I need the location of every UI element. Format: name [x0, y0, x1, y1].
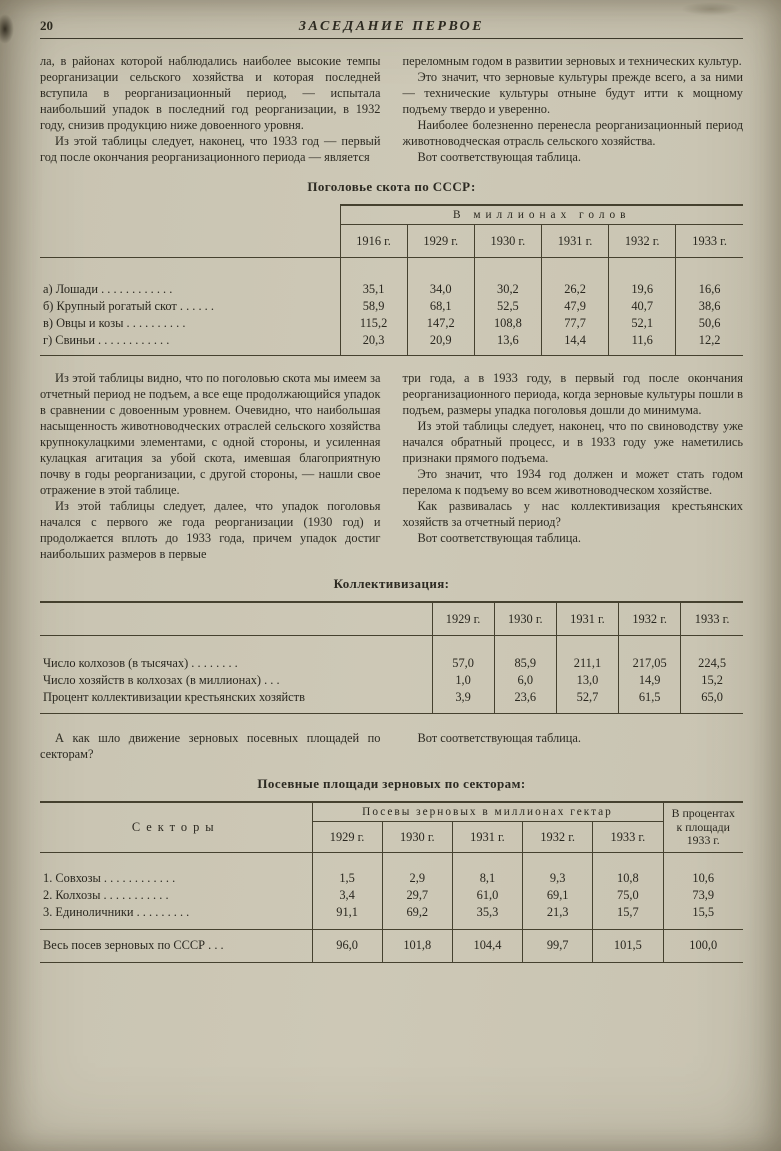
paragraph: ла, в районах которой наблюдались наиболее высокие темпы реорганизации сельского хозяйства и которая последней вступила в реорганизационный период, — испытала наибольший упадок в последний год реорганизации, в 1932 году, снизив продукцию ниже довоенного уровня.: [40, 54, 381, 132]
header-rule: [40, 38, 743, 39]
cell: 10,6: [663, 853, 743, 888]
right-column: [403, 730, 744, 762]
cell: 15,5: [663, 904, 743, 930]
paragraph: три года, а в 1933 году, в первый год после окончания реорганизационного периода, когда зерновые культуры пошли в подъем, размеры упадка поголовья дошли до минимума.: [402, 371, 743, 417]
column-header: 1933 г.: [681, 602, 743, 636]
cell: 30,2: [474, 258, 541, 299]
cell: 2,9: [382, 853, 452, 888]
stub-header: Секторы: [40, 802, 312, 853]
text-block-1: [40, 53, 743, 165]
table-header-row: [40, 802, 743, 822]
cell: 21,3: [523, 904, 593, 930]
column-header: 1930 г.: [474, 225, 541, 258]
cell: 69,2: [382, 904, 452, 930]
paragraph: Это значит, что 1934 год должен и может стать годом перелома к подъему во всем животноводческом хозяйстве.: [402, 467, 743, 497]
cell: 50,6: [676, 315, 743, 332]
table-row: [40, 332, 743, 356]
cell: 20,3: [340, 332, 407, 356]
cell: 217,05: [619, 636, 681, 673]
row-label: б) Крупный рогатый скот . . . . . .: [43, 299, 214, 313]
cell: 77,7: [541, 315, 608, 332]
column-header: 1932 г.: [523, 822, 593, 853]
cell: 147,2: [407, 315, 474, 332]
paragraph: переломным годом в развитии зерновых и технических культур.: [402, 54, 742, 68]
table-row: [40, 258, 743, 299]
page-number: 20: [40, 18, 53, 33]
cell: 52,7: [556, 689, 618, 714]
cell: 47,9: [541, 298, 608, 315]
collectivization-table: [40, 601, 743, 714]
column-header: 1933 г.: [593, 822, 663, 853]
table1-title: Поголовье скота по СССР:: [307, 179, 476, 194]
cell: 1,0: [432, 672, 494, 689]
column-header: 1931 г.: [556, 602, 618, 636]
cell: 52,5: [474, 298, 541, 315]
text-block-2: [40, 370, 743, 562]
cell: 40,7: [609, 298, 676, 315]
column-header: 1930 г.: [494, 602, 556, 636]
right-column: [403, 370, 744, 562]
cell: 8,1: [452, 853, 522, 888]
cell: 115,2: [340, 315, 407, 332]
cell: 35,1: [340, 258, 407, 299]
cell: 13,0: [556, 672, 618, 689]
cell: 100,0: [663, 930, 743, 963]
cell: 101,5: [593, 930, 663, 963]
paragraph: Вот соответствующая таблица.: [417, 731, 582, 745]
left-column: [40, 53, 381, 165]
text-block-3: [40, 730, 743, 762]
cell: 14,4: [541, 332, 608, 356]
cell: 35,3: [452, 904, 522, 930]
livestock-table: [40, 204, 743, 356]
cell: 73,9: [663, 887, 743, 904]
left-column: [40, 730, 381, 762]
column-header: 1929 г.: [312, 822, 382, 853]
cell: 3,4: [312, 887, 382, 904]
percent-header: В процентах к площади 1933 г.: [663, 802, 743, 853]
table-row: [40, 672, 743, 689]
row-label: 2. Колхозы . . . . . . . . . . .: [43, 888, 169, 902]
cell: 1,5: [312, 853, 382, 888]
cell: 104,4: [452, 930, 522, 963]
cell: 96,0: [312, 930, 382, 963]
row-label: 1. Совхозы . . . . . . . . . . . .: [43, 871, 176, 885]
cell: 34,0: [407, 258, 474, 299]
empty-stub-header: [40, 205, 340, 258]
cell: 58,9: [340, 298, 407, 315]
cell: 29,7: [382, 887, 452, 904]
column-header: 1929 г.: [407, 225, 474, 258]
left-column: [40, 370, 381, 562]
row-label: Число колхозов (в тысячах) . . . . . . . .: [43, 656, 238, 670]
cell: 14,9: [619, 672, 681, 689]
cell: 15,2: [681, 672, 743, 689]
table-row: [40, 315, 743, 332]
right-column: [403, 53, 744, 165]
column-header: 1916 г.: [340, 225, 407, 258]
column-header: 1932 г.: [609, 225, 676, 258]
paragraph: Из этой таблицы следует, наконец, что по свиноводству уже начался обратный процесс, и в 1933 году уже наметились признаки прямого подъема.: [402, 419, 743, 465]
cell: 15,7: [593, 904, 663, 930]
group-header: В миллионах голов: [340, 205, 743, 225]
cell: 10,8: [593, 853, 663, 888]
cell: 11,6: [609, 332, 676, 356]
cell: 23,6: [494, 689, 556, 714]
empty-stub-header: [40, 602, 432, 636]
paragraph: Вот соответствующая таблица.: [417, 531, 582, 545]
sown-areas-table: [40, 801, 743, 963]
cell: 101,8: [382, 930, 452, 963]
row-label: в) Овцы и козы . . . . . . . . . .: [43, 316, 186, 330]
cell: 75,0: [593, 887, 663, 904]
cell: 91,1: [312, 904, 382, 930]
group-header: Посевы зерновых в миллионах гектар: [312, 802, 663, 822]
cell: 69,1: [523, 887, 593, 904]
cell: 211,1: [556, 636, 618, 673]
column-header: 1932 г.: [619, 602, 681, 636]
column-header: 1931 г.: [541, 225, 608, 258]
column-header: 1930 г.: [382, 822, 452, 853]
cell: 26,2: [541, 258, 608, 299]
paragraph: Как развивалась у нас коллективизация крестьянских хозяйств за отчетный период?: [402, 499, 743, 529]
table3-title: Посевные площади зерновых по секторам:: [257, 776, 526, 791]
cell: 3,9: [432, 689, 494, 714]
running-header: [40, 18, 743, 35]
cell: 13,6: [474, 332, 541, 356]
cell: 16,6: [676, 258, 743, 299]
cell: 68,1: [407, 298, 474, 315]
paragraph: Это значит, что зерновые культуры прежде всего, а за ними — технические культуры отныне будут итти к мощному подъему твердо и уверенно.: [402, 70, 743, 116]
paragraph: Вот соответствующая таблица.: [417, 150, 582, 164]
table-row: [40, 887, 743, 904]
row-label: Число хозяйств в колхозах (в миллионах) . . .: [43, 673, 280, 687]
cell: 99,7: [523, 930, 593, 963]
cell: 61,5: [619, 689, 681, 714]
cell: 52,1: [609, 315, 676, 332]
cell: 9,3: [523, 853, 593, 888]
column-header: 1931 г.: [452, 822, 522, 853]
table-row: [40, 298, 743, 315]
table-row: [40, 636, 743, 673]
table-year-row: [40, 602, 743, 636]
cell: 20,9: [407, 332, 474, 356]
row-label: Процент коллективизации крестьянских хозяйств: [43, 690, 305, 704]
table-row: [40, 689, 743, 714]
table-row: [40, 853, 743, 888]
table-row: [40, 904, 743, 930]
paragraph: А как шло движение зерновых посевных площадей по секторам?: [40, 731, 381, 761]
row-label: Весь посев зерновых по СССР . . .: [40, 930, 312, 963]
cell: 61,0: [452, 887, 522, 904]
column-header: 1929 г.: [432, 602, 494, 636]
paragraph: Из этой таблицы следует, наконец, что 1933 год — первый год после окончания реорганизационного периода — является: [40, 134, 381, 164]
running-title: ЗАСЕДАНИЕ ПЕРВОЕ: [298, 19, 485, 34]
cell: 224,5: [681, 636, 743, 673]
paper-stain: [0, 14, 14, 44]
table-header-row: [40, 205, 743, 225]
cell: 65,0: [681, 689, 743, 714]
paragraph: Из этой таблицы следует, далее, что упадок поголовья начался с первого же года реорганизации (1930 год) и продолжается вплоть до 1933 года, причем упадок достиг наибольших размеров в первые: [40, 499, 381, 561]
paragraph: Наиболее болезненно перенесла реорганизационный период животноводческая отрасль сельского хозяйства.: [402, 118, 743, 148]
cell: 38,6: [676, 298, 743, 315]
cell: 57,0: [432, 636, 494, 673]
row-label: а) Лошади . . . . . . . . . . . .: [43, 282, 173, 296]
cell: 12,2: [676, 332, 743, 356]
table2-title: Коллективизация:: [333, 576, 450, 591]
cell: 19,6: [609, 258, 676, 299]
cell: 108,8: [474, 315, 541, 332]
column-header: 1933 г.: [676, 225, 743, 258]
row-label: 3. Единоличники . . . . . . . . .: [43, 905, 190, 919]
paper-stain: [681, 2, 741, 16]
row-label: г) Свиньи . . . . . . . . . . . .: [43, 333, 170, 347]
cell: 6,0: [494, 672, 556, 689]
cell: 85,9: [494, 636, 556, 673]
paragraph: Из этой таблицы видно, что по поголовью скота мы имеем за отчетный период не подъем, а все еще продолжающийся упадок в сравнении с довоенным уровнем. Очевидно, что наибольшая насыщенность животноводческих отраслей сельского хозяйства крупнокулацкими элементами, с одной стороны, и усиленная кулацкая агитация за убой скота, имевшая благоприятную почву в годы реорганизации, с другой стороны, — нашли свое отражение в этой таблице.: [40, 371, 381, 497]
table-total-row: [40, 930, 743, 963]
